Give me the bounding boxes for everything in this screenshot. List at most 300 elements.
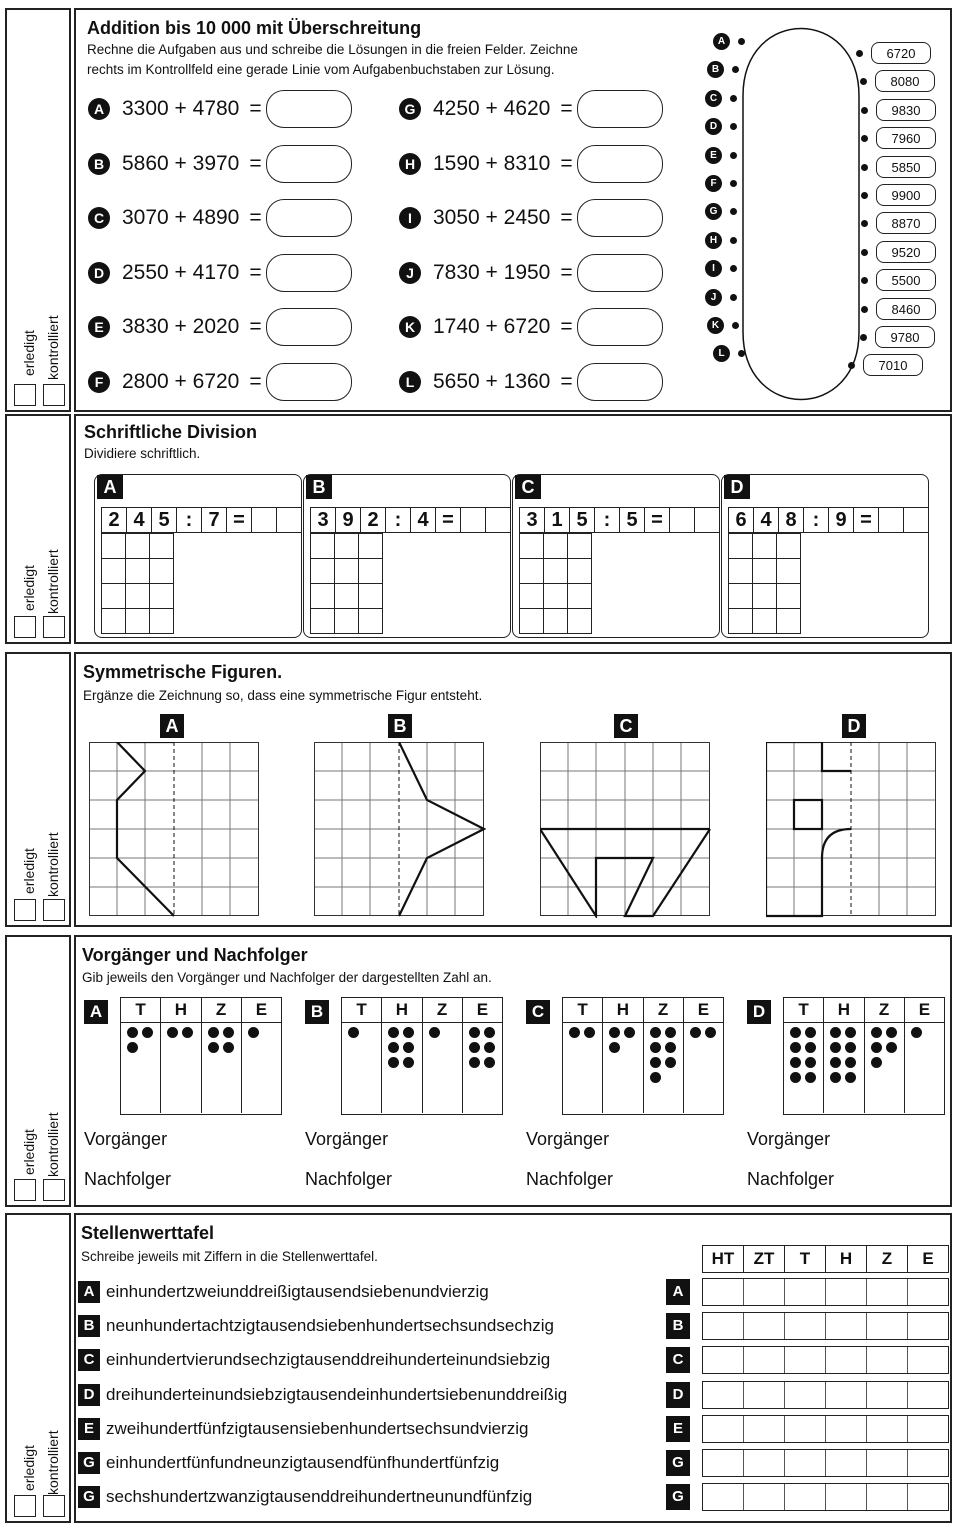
working-cell[interactable] [101,533,126,559]
value-dot [223,1027,234,1038]
working-cell[interactable] [752,583,777,609]
division-label: C [515,475,541,499]
working-cell[interactable] [752,533,777,559]
digit-cell[interactable] [907,1347,948,1373]
answer-row-label: D [666,1382,690,1408]
working-cell[interactable] [101,583,126,609]
digit-cell[interactable] [743,1279,784,1305]
division-problem-row [101,507,301,533]
answer-cell[interactable] [694,507,720,533]
solution-pill: 5850 [876,156,936,178]
answer-row-cells[interactable] [702,1381,949,1409]
task-expression: 3050 + 2450 [433,206,551,230]
task-expression: 1590 + 8310 [433,151,551,175]
digit-cell[interactable] [784,1382,825,1408]
instruction: Gib jeweils den Vorgänger und Nachfolger der dargestellten Zahl an. [82,970,492,985]
working-cell[interactable] [776,608,801,634]
table-label: A [84,1000,108,1024]
working-cell[interactable] [125,608,150,634]
done-label: erledigt [21,1129,37,1175]
working-cell[interactable] [125,533,150,559]
working-cell[interactable] [567,558,592,584]
answer-field[interactable] [577,308,663,346]
digit-cell[interactable] [784,1347,825,1373]
value-dot [484,1027,495,1038]
working-grid[interactable] [519,533,591,633]
value-dot [609,1027,620,1038]
table-columns [342,1023,502,1113]
division-cell: 2 [360,507,386,533]
solution-connector-dot[interactable] [861,306,868,313]
value-dot [584,1027,595,1038]
working-cell[interactable] [776,558,801,584]
number-word-text: einhundertzweiunddreißigtausendsiebenundvierzig [106,1282,489,1301]
digit-cell[interactable] [825,1347,866,1373]
task-expression: 2800 + 6720 [122,370,240,393]
value-dot [845,1027,856,1038]
checked-checkbox[interactable] [43,1495,65,1517]
place-column [643,1023,683,1113]
addition-task [88,90,352,128]
digit-cell[interactable] [784,1450,825,1476]
value-dot [142,1027,153,1038]
checked-checkbox[interactable] [43,616,65,638]
division-cell: = [644,507,670,533]
place-column [422,1023,462,1113]
value-dot [469,1042,480,1053]
digit-cell[interactable] [907,1313,948,1339]
value-dot [403,1057,414,1068]
digit-cell[interactable] [703,1347,743,1373]
value-dot [871,1042,882,1053]
answer-row-cells[interactable] [702,1415,949,1443]
place-column [160,1023,200,1113]
value-dot [845,1042,856,1053]
figure-label-a: A [160,714,184,738]
letter-connector-dot[interactable] [730,152,737,159]
division-cell: 7 [201,507,227,533]
answer-cell[interactable] [276,507,302,533]
value-dot [127,1027,138,1038]
digit-cell[interactable] [743,1313,784,1339]
working-grid[interactable] [310,533,382,633]
working-cell[interactable] [776,583,801,609]
working-cell[interactable] [149,608,174,634]
number-word-text: sechshundertzwanzigtausenddreihundertneunundfünfzig [106,1487,533,1507]
equals-sign: = [560,97,573,120]
digit-cell[interactable] [907,1450,948,1476]
value-dot [790,1027,801,1038]
number-word-text: zweihundertfünfzigtausensiebenhundertsechsundvierzig [106,1418,529,1438]
equals-sign: = [560,370,573,393]
equals-sign: = [249,260,262,284]
value-dot [429,1027,440,1038]
working-cell[interactable] [567,533,592,559]
task-letter-badge: G [399,98,421,120]
checked-label: kontrolliert [45,1112,61,1177]
instruction-line-1: Rechne die Aufgaben aus und schreibe die Lösungen in die freien Felder. Zeichne [87,42,578,57]
working-cell[interactable] [728,583,753,609]
checked-checkbox[interactable] [43,384,65,406]
task-expression: 4250 + 4620 [433,97,551,120]
done-label: erledigt [21,565,37,611]
place-column [823,1023,863,1113]
solution-pill: 8080 [875,70,935,92]
value-dot [805,1027,816,1038]
working-cell[interactable] [728,558,753,584]
column-header: Z [643,998,683,1022]
done-checkbox[interactable] [14,1495,36,1517]
answer-row-label: C [666,1347,690,1373]
value-dot [886,1027,897,1038]
digit-cell[interactable] [825,1313,866,1339]
done-label: erledigt [21,848,37,894]
control-letter-badge: K [707,317,724,334]
working-grid[interactable] [101,533,173,633]
solution-pill: 9520 [876,241,936,263]
status-sidebar-2 [5,414,71,644]
addition-task [88,199,352,237]
task-expression: 3300 + 4780 [122,97,240,120]
answer-cell[interactable] [669,507,695,533]
digit-cell[interactable] [703,1279,743,1305]
equals-sign: = [249,370,262,393]
value-dot [650,1042,661,1053]
answer-cell[interactable] [485,507,511,533]
answer-field[interactable] [266,90,352,128]
answer-field[interactable] [266,363,352,401]
predecessor-label: Vorgänger [747,1129,831,1149]
working-cell[interactable] [543,533,568,559]
answer-cell[interactable] [460,507,486,533]
solution-connector-dot[interactable] [860,334,867,341]
value-dot [665,1042,676,1053]
figure-label-c: C [614,714,638,738]
number-word-row [78,1486,532,1508]
table-header [121,998,281,1023]
row-label: A [78,1281,100,1303]
digit-cell[interactable] [825,1450,866,1476]
answer-field[interactable] [577,90,663,128]
working-cell[interactable] [752,558,777,584]
division-cell: 5 [619,507,645,533]
number-word-row [78,1418,528,1440]
digit-cell[interactable] [866,1382,907,1408]
equals-sign: = [560,151,573,175]
answer-field[interactable] [266,145,352,183]
digit-cell[interactable] [907,1416,948,1442]
digit-cell[interactable] [703,1450,743,1476]
answer-row-cells[interactable] [702,1312,949,1340]
digit-cell[interactable] [866,1484,907,1510]
value-dot [805,1072,816,1083]
value-dot [624,1027,635,1038]
answer-field[interactable] [577,363,663,401]
task-letter-badge: E [88,316,110,338]
working-cell[interactable] [334,583,359,609]
number-word-row [78,1349,550,1371]
digit-cell[interactable] [784,1416,825,1442]
working-cell[interactable] [567,608,592,634]
digit-cell[interactable] [825,1382,866,1408]
figure-b-grid[interactable] [314,742,486,918]
task-letter-badge: D [88,262,110,284]
digit-cell[interactable] [784,1279,825,1305]
section-title: Schriftliche Division [84,422,258,442]
working-cell[interactable] [149,533,174,559]
table-header [563,998,723,1023]
control-letter-badge: B [707,61,724,78]
working-cell[interactable] [358,583,383,609]
solution-connector-dot[interactable] [861,164,868,171]
dot-place-value-table [120,997,282,1115]
table-label: C [526,1000,550,1024]
value-dot [665,1057,676,1068]
working-cell[interactable] [543,558,568,584]
working-cell[interactable] [125,558,150,584]
equals-sign: = [249,206,262,230]
division-cell: 5 [569,507,595,533]
value-dot [690,1027,701,1038]
task-letter-badge: B [88,153,110,175]
done-checkbox[interactable] [14,899,36,921]
working-cell[interactable] [567,583,592,609]
table-columns [121,1023,281,1113]
header-h: H [825,1246,866,1272]
addition-task [399,308,663,346]
solution-connector-dot[interactable] [861,192,868,199]
row-label: C [78,1349,100,1371]
value-dot [830,1027,841,1038]
value-dot [469,1057,480,1068]
division-box [303,474,511,638]
division-cell: 2 [101,507,127,533]
solution-pill: 6720 [871,42,931,64]
checked-checkbox[interactable] [43,899,65,921]
solution-pill: 8460 [876,298,936,320]
working-cell[interactable] [358,608,383,634]
digit-cell[interactable] [743,1484,784,1510]
instruction-line-2: rechts im Kontrollfeld eine gerade Linie vom Aufgabenbuchstaben zur Lösung. [87,62,555,77]
value-dot [208,1042,219,1053]
working-cell[interactable] [519,608,544,634]
working-grid[interactable] [728,533,800,633]
digit-cell[interactable] [825,1279,866,1305]
answer-row-cells[interactable] [702,1449,949,1477]
working-cell[interactable] [149,583,174,609]
division-cell: = [853,507,879,533]
digit-cell[interactable] [743,1416,784,1442]
equals-sign: = [560,315,573,339]
working-cell[interactable] [776,533,801,559]
column-header: E [241,998,281,1022]
working-cell[interactable] [543,583,568,609]
number-word-text: dreihunderteinundsiebzigtausendeinhundertsiebenunddreißig [106,1384,568,1404]
digit-cell[interactable] [866,1450,907,1476]
working-cell[interactable] [334,558,359,584]
figure-a-grid[interactable] [89,742,261,918]
answer-row-label: G [666,1450,690,1476]
working-cell[interactable] [101,608,126,634]
digit-cell[interactable] [866,1313,907,1339]
letter-connector-dot[interactable] [738,38,745,45]
figure-c-grid[interactable] [540,742,712,918]
working-cell[interactable] [334,608,359,634]
digit-cell[interactable] [703,1313,743,1339]
table-header [342,998,502,1023]
letter-connector-dot[interactable] [730,180,737,187]
working-cell[interactable] [310,583,335,609]
digit-cell[interactable] [825,1416,866,1442]
solution-connector-dot[interactable] [856,50,863,57]
done-checkbox[interactable] [14,384,36,406]
digit-cell[interactable] [907,1484,948,1510]
number-word-row [78,1384,567,1406]
task-letter-badge: F [88,371,110,393]
addition-task [88,145,352,183]
division-box [721,474,929,638]
digit-cell[interactable] [866,1279,907,1305]
division-cell: : [803,507,829,533]
equals-sign: = [249,151,262,175]
table-header [784,998,944,1023]
working-cell[interactable] [310,533,335,559]
working-cell[interactable] [728,533,753,559]
control-letter-badge: L [713,345,730,362]
solution-pill: 8870 [876,212,936,234]
digit-cell[interactable] [703,1416,743,1442]
digit-cell[interactable] [907,1382,948,1408]
working-cell[interactable] [358,533,383,559]
answer-row-label: E [666,1416,690,1442]
task-letter-badge: I [399,207,421,229]
symmetry-section [74,652,952,927]
working-cell[interactable] [334,533,359,559]
digit-cell[interactable] [907,1279,948,1305]
working-cell[interactable] [543,608,568,634]
instruction: Schreibe jeweils mit Ziffern in die Stellenwerttafel. [81,1249,378,1264]
place-column [342,1023,381,1113]
answer-field[interactable] [577,199,663,237]
answer-row-label: G [666,1484,690,1510]
digit-cell[interactable] [743,1382,784,1408]
number-word-text: neunhundertachtzigtausendsiebenhundertsechsundsechzig [106,1316,555,1336]
value-dot [469,1027,480,1038]
letter-connector-dot[interactable] [730,95,737,102]
answer-cell[interactable] [903,507,929,533]
answer-field[interactable] [577,254,663,292]
division-label: D [724,475,750,499]
division-cell: 6 [728,507,754,533]
division-cell: : [594,507,620,533]
working-cell[interactable] [149,558,174,584]
answer-cell[interactable] [878,507,904,533]
working-cell[interactable] [519,533,544,559]
answer-row-cells[interactable] [702,1278,949,1306]
checked-label: kontrolliert [45,1430,61,1495]
answer-row-label: A [666,1279,690,1305]
working-cell[interactable] [101,558,126,584]
working-cell[interactable] [310,608,335,634]
digit-cell[interactable] [703,1484,743,1510]
answer-row-cells[interactable] [702,1483,949,1511]
solution-connector-dot[interactable] [861,249,868,256]
digit-cell[interactable] [784,1313,825,1339]
done-checkbox[interactable] [14,1179,36,1201]
dot-place-value-table [562,997,724,1115]
value-dot [182,1027,193,1038]
control-field-oval [731,26,871,402]
working-cell[interactable] [358,558,383,584]
digit-cell[interactable] [784,1484,825,1510]
digit-cell[interactable] [866,1347,907,1373]
addition-task [399,363,663,401]
letter-connector-dot[interactable] [730,237,737,244]
control-letter-badge: I [705,260,722,277]
checked-checkbox[interactable] [43,1179,65,1201]
working-cell[interactable] [519,583,544,609]
figure-d-grid[interactable] [766,742,938,918]
status-sidebar-3 [5,652,71,927]
answer-field[interactable] [266,254,352,292]
row-label: B [78,1315,100,1337]
digit-cell[interactable] [825,1484,866,1510]
value-dot [650,1057,661,1068]
division-label: A [97,475,123,499]
division-cell: 5 [151,507,177,533]
value-dot [790,1057,801,1068]
control-letter-badge: J [705,289,722,306]
division-problem-row [728,507,928,533]
digit-cell[interactable] [743,1347,784,1373]
value-dot [609,1042,620,1053]
value-dot [790,1042,801,1053]
letter-connector-dot[interactable] [730,294,737,301]
task-letter-badge: H [399,153,421,175]
answer-field[interactable] [266,199,352,237]
row-label: E [78,1418,100,1440]
working-cell[interactable] [519,558,544,584]
working-cell[interactable] [310,558,335,584]
division-cell: : [385,507,411,533]
digit-cell[interactable] [703,1382,743,1408]
working-cell[interactable] [752,608,777,634]
division-box [512,474,720,638]
control-letter-badge: H [705,232,722,249]
answer-field[interactable] [266,308,352,346]
answer-row-cells[interactable] [702,1346,949,1374]
value-dot [650,1027,661,1038]
solution-connector-dot[interactable] [861,107,868,114]
working-cell[interactable] [728,608,753,634]
answer-cell[interactable] [251,507,277,533]
answer-field[interactable] [577,145,663,183]
addition-task [399,90,663,128]
value-dot [665,1027,676,1038]
digit-cell[interactable] [866,1416,907,1442]
predecessor-label: Vorgänger [305,1129,389,1149]
division-cell: 3 [519,507,545,533]
division-cell: 9 [335,507,361,533]
control-letter-badge: D [705,118,722,135]
working-cell[interactable] [125,583,150,609]
done-checkbox[interactable] [14,616,36,638]
number-word-row [78,1452,499,1474]
digit-cell[interactable] [743,1450,784,1476]
letter-connector-dot[interactable] [732,322,739,329]
header-z: Z [866,1246,907,1272]
task-letter-badge: A [88,98,110,120]
